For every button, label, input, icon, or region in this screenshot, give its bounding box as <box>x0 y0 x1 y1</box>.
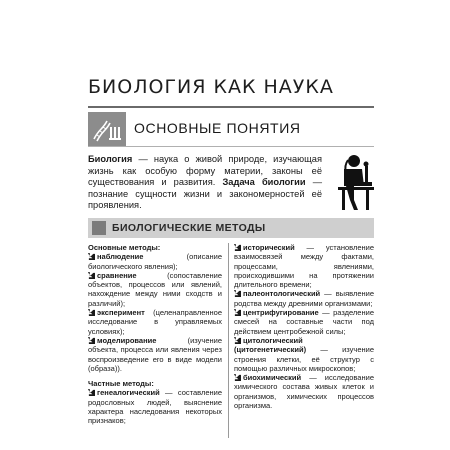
method-name: палеонтологический <box>243 289 321 299</box>
dna-icon <box>88 112 126 146</box>
student-microscope-icon <box>332 152 376 214</box>
list-item <box>234 243 374 289</box>
method-name: цитологический (цитогенетический) <box>234 335 307 355</box>
method-name: биохимический <box>243 373 302 383</box>
method-name: центрифугирование <box>243 308 319 318</box>
list-item <box>234 289 374 308</box>
definition-paragraph <box>88 154 322 212</box>
arrow-bullet-icon <box>234 290 241 297</box>
method-name: сравнение <box>97 270 137 280</box>
column-divider <box>228 243 229 438</box>
title-rule <box>88 106 374 108</box>
method-name: моделирование <box>97 335 157 345</box>
method-description: (целенаправленное исследование в управляемых условиях); <box>88 308 222 336</box>
list-item <box>88 336 222 373</box>
arrow-bullet-icon <box>88 309 95 316</box>
method-description: — исследование химического состава живых клеток и организмов, химических процессов организма. <box>234 373 374 411</box>
list-item <box>88 308 222 336</box>
list-item <box>234 308 374 336</box>
method-description: — выявление родства между древними организмами; <box>234 289 374 308</box>
arrow-bullet-icon <box>234 374 241 381</box>
arrow-bullet-icon <box>88 253 95 260</box>
method-description: — составление родословных людей, выяснение характера наследования некоторых признаков; <box>88 388 222 426</box>
arrow-bullet-icon <box>234 244 241 251</box>
list-item <box>88 388 222 425</box>
method-name: генеалогический <box>97 388 160 398</box>
section-header <box>88 112 374 147</box>
definition-text: — познание сущности жизни и закономерностей её проявления. <box>88 177 323 211</box>
list-item <box>88 271 222 308</box>
definition-term: Задача биологии <box>222 177 306 188</box>
chapter-title: БИОЛОГИЯ КАК НАУКА <box>88 76 334 98</box>
basic-methods-heading: Основные методы: <box>88 243 161 252</box>
list-item <box>234 336 374 373</box>
method-description: (сопоставление объектов, процессов или явлений, нахождение между ними сходств и различий); <box>88 270 222 308</box>
methods-left-column <box>88 243 222 426</box>
arrow-bullet-icon <box>88 389 95 396</box>
arrow-bullet-icon <box>234 309 241 316</box>
method-description: — изучение строения клетки, её структур с помощью различных микроскопов; <box>234 345 374 373</box>
list-item <box>234 373 374 410</box>
method-description: — разделение смесей на составные части под действием центробежной силы; <box>234 308 374 336</box>
list-item <box>88 252 222 271</box>
methods-right-column <box>234 243 374 410</box>
method-description: (описание биологического явления); <box>88 252 222 271</box>
method-description: — установление взаимосвязей между фактами, процессами, явлениями, происходившими на протяжении длительного времени; <box>234 243 374 290</box>
private-methods-heading: Частные методы: <box>88 379 154 389</box>
method-name: эксперимент <box>97 308 145 318</box>
arrow-bullet-icon <box>88 337 95 344</box>
definition-term: Биология <box>88 154 133 164</box>
arrow-bullet-icon <box>234 337 241 344</box>
method-name: наблюдение <box>97 252 144 262</box>
method-name: исторический <box>243 243 295 252</box>
methods-title: БИОЛОГИЧЕСКИЕ МЕТОДЫ <box>112 222 266 234</box>
arrow-bullet-icon <box>88 272 95 279</box>
section-title: ОСНОВНЫЕ ПОНЯТИЯ <box>134 120 301 136</box>
definition-text: — наука о живой природе, изучающая жизнь как особую форму материи, законы её существования и развития. <box>88 154 322 188</box>
square-bullet-icon <box>92 221 106 235</box>
methods-header-bar <box>88 218 374 238</box>
method-description: (изучение объекта, процесса или явления через воспроизведение его в виде модели (образа)). <box>88 335 222 373</box>
